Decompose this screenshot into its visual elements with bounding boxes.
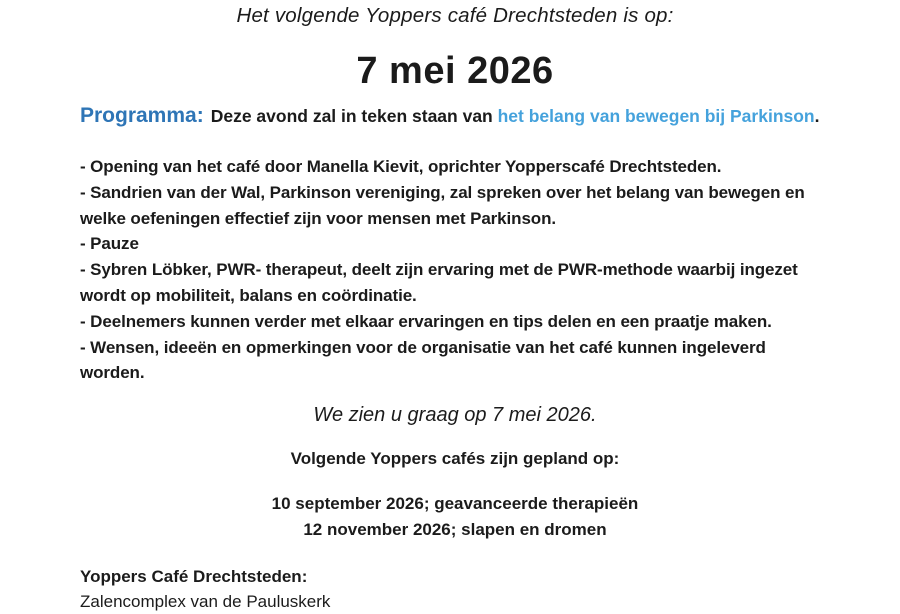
intro-line: Het volgende Yoppers café Drechtsteden is op: [236,4,674,27]
programma-line [80,102,830,131]
agenda-line: - Opening van het café door Manella Kievit, oprichter Yopperscafé Drechtsteden. [80,157,722,176]
agenda-line: worden. [80,363,145,383]
upcoming-date: 12 november 2026; slapen en dromen [303,520,607,540]
programma-highlight-text: het belang van bewegen bij Parkinson [497,106,815,126]
upcoming-heading: Volgende Yoppers cafés zijn gepland op: [290,449,620,469]
programma-label: Programma: [80,104,204,127]
agenda-line: welke oefeningen effectief zijn voor mensen met Parkinson. [80,208,556,228]
venue-address-line: Zalencomplex van de Pauluskerk [80,592,331,612]
venue-heading: Yoppers Café Drechtsteden: [80,567,308,587]
agenda-list [80,154,830,386]
agenda-line: - Deelnemers kunnen verder met elkaar ervaringen en tips delen en een praatje maken. [80,311,772,331]
agenda-line: - Sandrien van der Wal, Parkinson vereniging, zal spreken over het belang van bewegen en [80,182,805,202]
upcoming-date: 10 september 2026; geavanceerde therapieën [271,494,639,514]
agenda-line: - Wensen, ideeën en opmerkingen voor de organisatie van het café kunnen ingeleverd [80,337,766,357]
agenda-line: - Pauze [80,234,139,254]
agenda-line: wordt op mobiliteit, balans en coördinatie. [80,285,417,305]
see-you-line: We zien u graag op 7 mei 2026. [313,404,597,427]
programma-lead-text: Deze avond zal in teken staan van [210,106,498,126]
upcoming-dates [80,491,830,543]
event-date-title: 7 mei 2026 [356,50,554,92]
document-page [0,2,900,612]
programma-end-punctuation: . [814,106,820,126]
agenda-line: - Sybren Löbker, PWR- therapeut, deelt zijn ervaring met de PWR-methode waarbij ingezet [80,260,798,280]
